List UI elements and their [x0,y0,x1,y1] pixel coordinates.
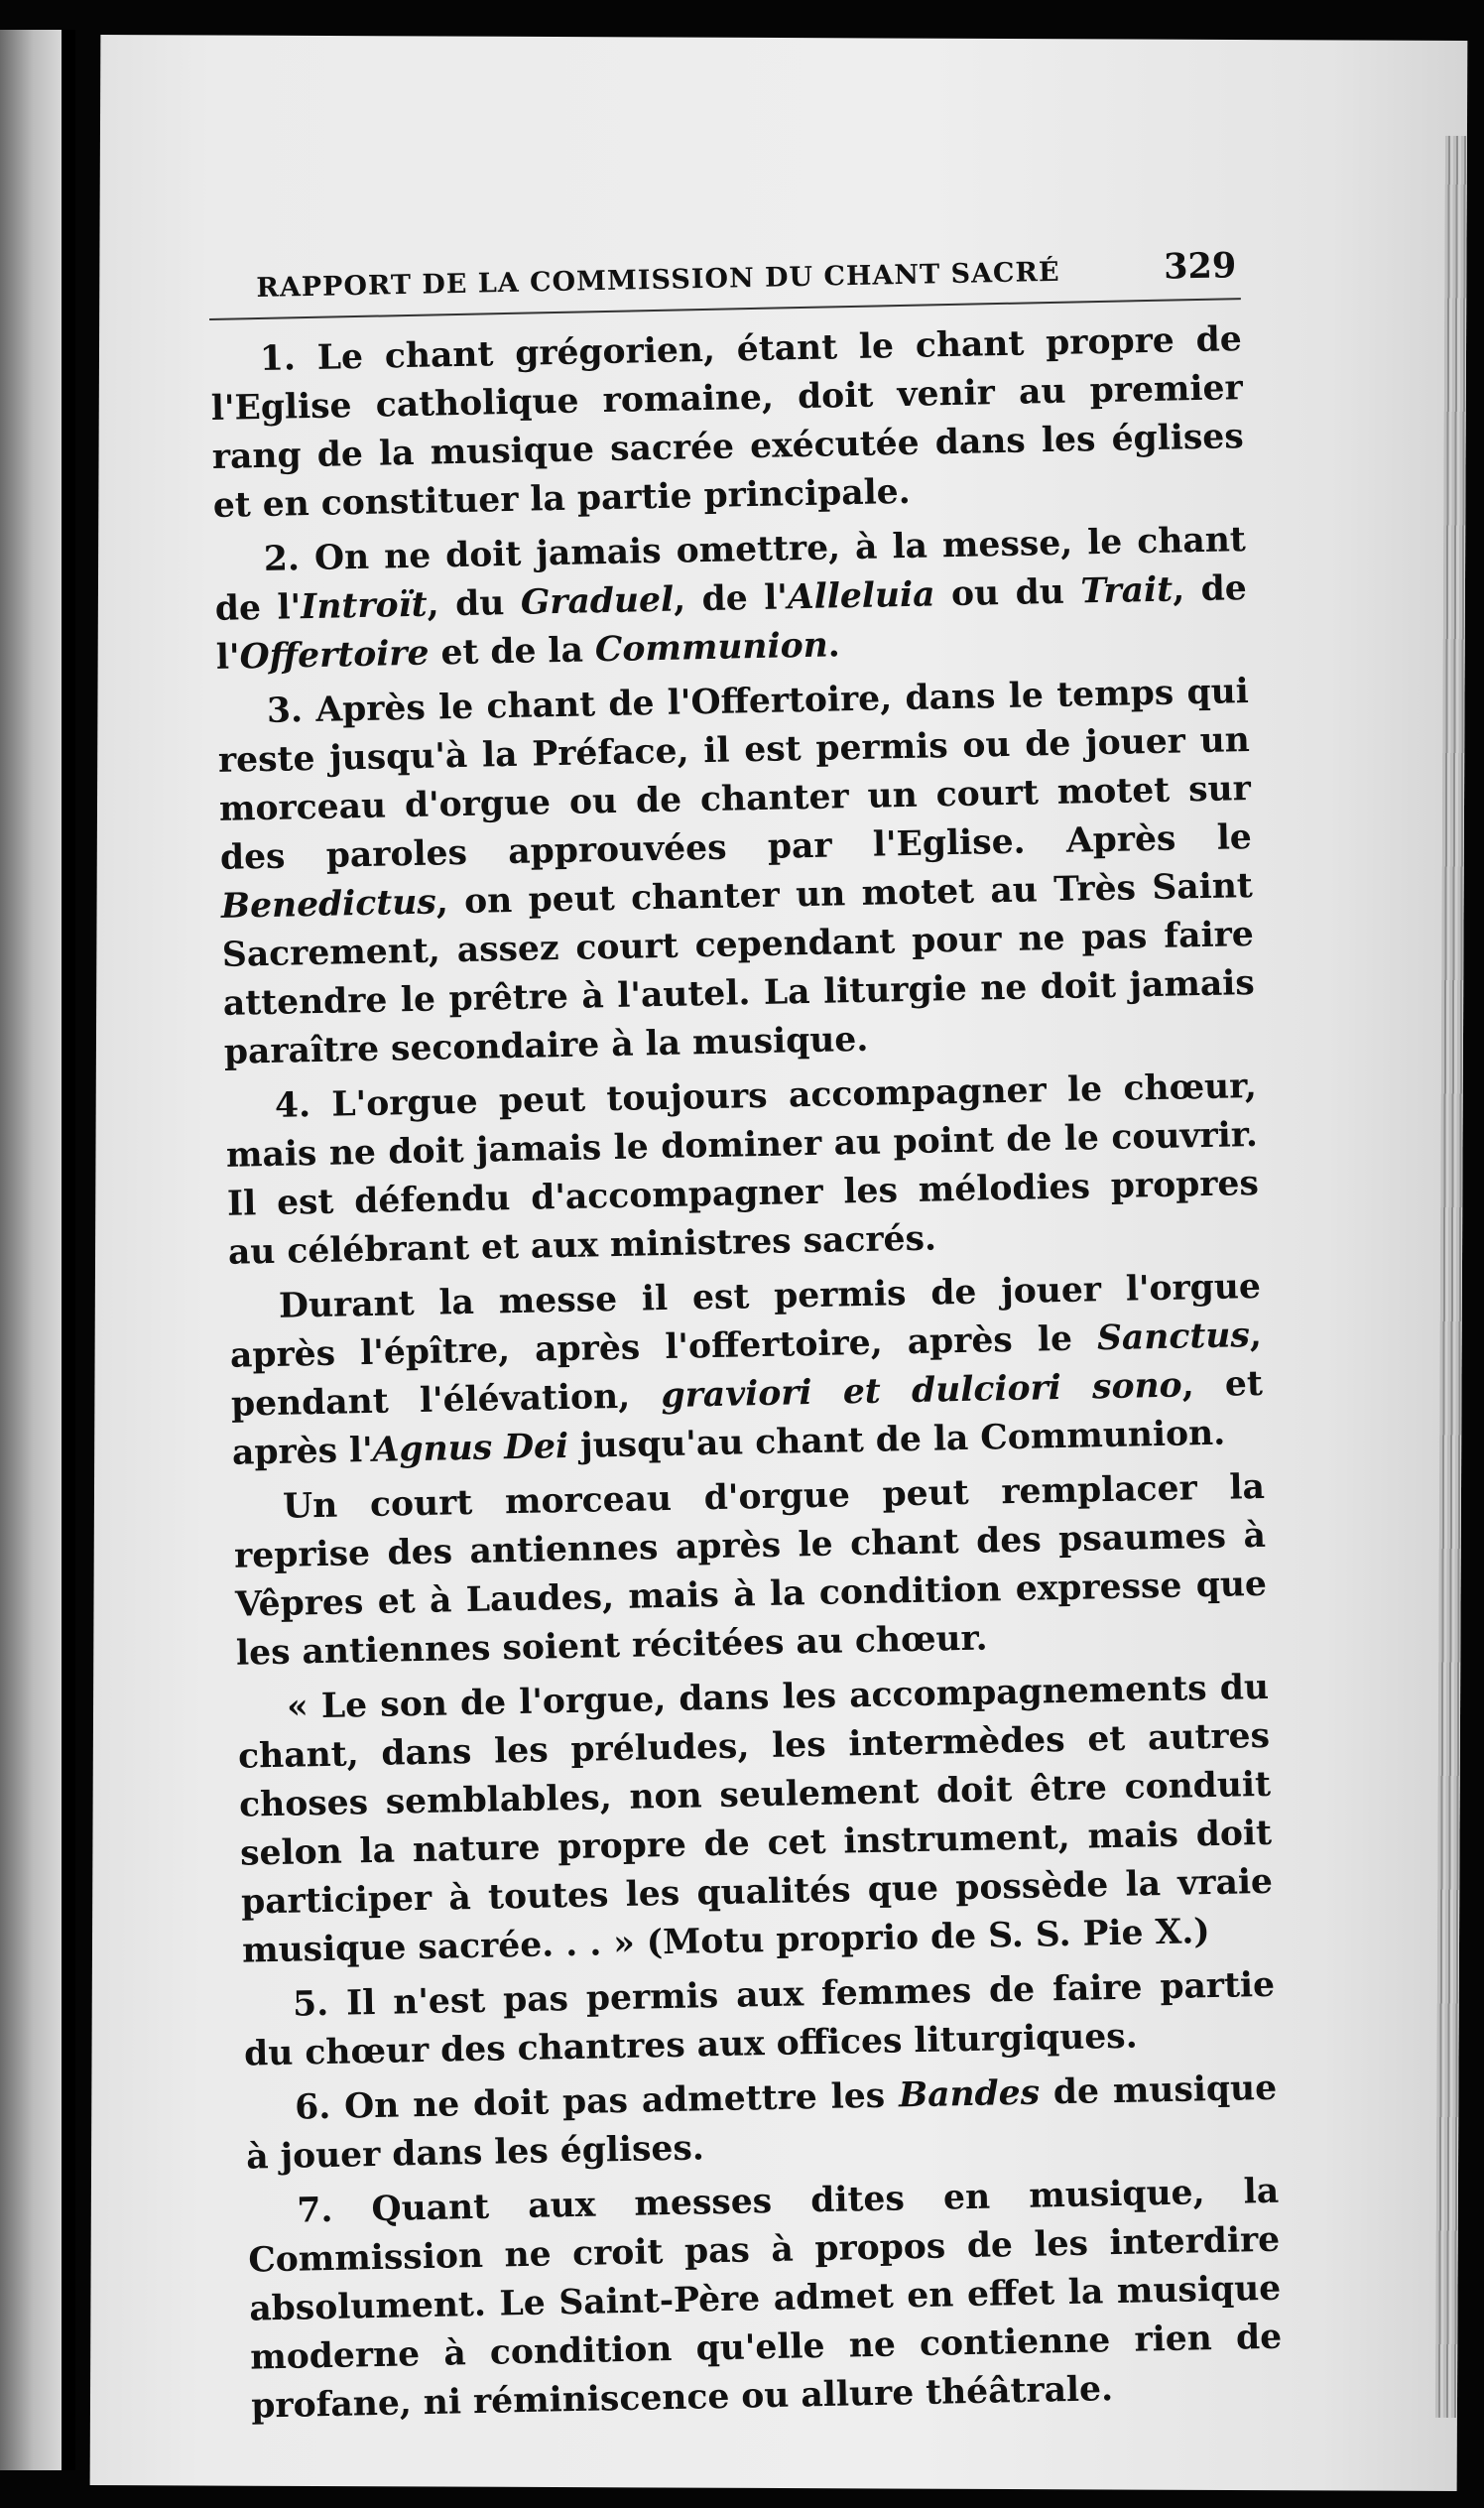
italic-text: graviori et dulciori sono [661,1365,1182,1417]
body-text [209,315,1283,2431]
paragraph [217,668,1257,1077]
italic-text: Introït [300,584,428,628]
text-run: 4. L'orgue peut toujours accompagner le chœur, mais ne doit jamais le dominer au point de le couvrir. Il est défendu d'accompagner les mélodies propres au célébrant et aux ministres sacrés. [225,1066,1260,1273]
italic-text: Trait [1079,569,1174,612]
text-run: et de la [429,630,596,674]
italic-text: Communion [594,625,829,671]
text-run: 6. On ne doit pas admettre les [294,2075,900,2128]
paragraph [247,2168,1284,2432]
page-stack-edges [1435,136,1467,2418]
text-run: 1. Le chant grégorien, étant le chant propre de l'Eglise catholique romaine, doit venir au premier rang de la musique sacrée exécutée dans les églises et en constituer la partie principale. [210,319,1245,526]
page-text-block [208,245,1284,2437]
italic-text: Bandes [898,2072,1041,2116]
text-run: 5. Il n'est pas permis aux femmes de faire partie du chœur des chantres aux offices liturgiques. [243,1964,1276,2074]
text-run: , de l' [673,577,789,620]
text-run: « Le son de l'orgue, dans les accompagnements du chant, dans les préludes, les intermèdes et autres choses semblables, non seulement doit être conduit selon la nature propre de cet instrument, mais doit participer à toutes les qualités que possède la vraie musique sacrée. . . » (Motu proprio de S. S. Pie X.) [237,1667,1274,1971]
text-run: jusqu'au chant de la Communion. [567,1413,1226,1466]
paragraph [243,1961,1277,2079]
italic-text: Graduel [520,579,675,623]
italic-text: Benedictus [220,882,437,927]
italic-text: Sanctus [1096,1316,1251,1359]
paragraph [237,1664,1275,1976]
text-run: Un court morceau d'orgue peut remplacer la reprise des antiennes après le chant des psaumes à Vêpres et à Laudes, mais à la condition expresse que les antiennes soient récitées au chœur. [233,1466,1268,1674]
text-run: . [827,625,841,666]
running-title: RAPPORT DE LA COMMISSION DU CHANT SACRÉ [256,256,1060,305]
paragraph [233,1463,1269,1679]
text-run: de musique à jouer dans les églises. [245,2068,1278,2178]
text-run: , on peut chanter un motet au Très Saint Sacrement, assez court cependant pour ne pas faire attendre le prêtre à l'autel. La liturgie ne doit jamais paraître secondaire à la musique. [221,866,1256,1072]
text-run: , de l' [215,568,1248,678]
text-run: , du [427,582,522,625]
paragraph [245,2065,1279,2183]
text-run: , et après l' [231,1363,1264,1473]
text-run: 3. Après le chant de l'Offertoire, dans le temps qui reste jusqu'à la Préface, il est permis ou de jouer un morceau d'orgue ou de chanter un court motet sur des paroles approuvées par l'Eglise. Après le [217,672,1253,878]
paragraph [209,315,1245,531]
text-run: Durant la messe il est permis de jouer l'orgue après l'épître, après l'offertoire, après le [229,1266,1262,1376]
paragraph [229,1263,1265,1478]
text-run: ou du [934,571,1081,615]
page-number: 329 [1163,245,1237,288]
text-run: 2. On ne doit jamais omettre, à la messe, le chant de l' [214,520,1247,629]
text-run: 7. Quant aux messes dites en musique, la Commission ne croit pas à propos de les interdire absolument. Le Saint-Père admet en effet la musique moderne à condition qu'elle ne contienne rien de profane, ni réminiscence ou allure théâtrale. [247,2171,1283,2427]
italic-text: Agnus Dei [372,1426,569,1470]
italic-text: Offertoire [239,633,430,678]
adjacent-page-edge [0,30,75,2470]
italic-text: Alleluia [787,574,935,618]
text-run: , pendant l'élévation, [230,1315,1263,1425]
paragraph [213,516,1248,683]
paragraph [225,1063,1261,1278]
